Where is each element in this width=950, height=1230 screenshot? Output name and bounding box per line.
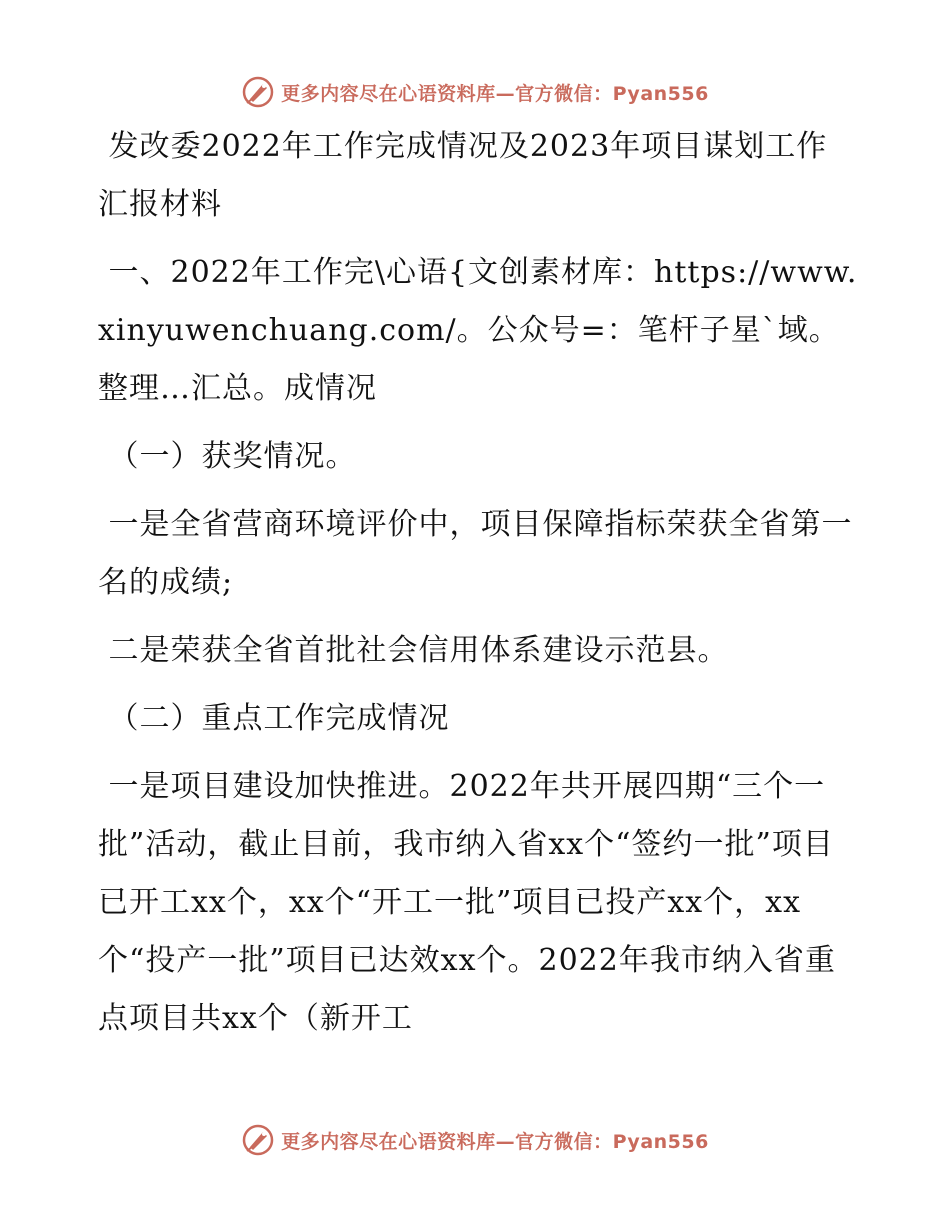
watermark-text: 更多内容尽在心语资料库—官方微信：Pyan556 [281, 1130, 709, 1153]
watermark-text: 更多内容尽在心语资料库—官方微信：Pyan556 [281, 82, 709, 105]
pen-nib-logo-icon [241, 75, 275, 109]
paragraph-section-one: 一、2022年工作完\心语{文创素材库：https://www.xinyuwenchuang.com/。公众号=：笔杆子星`域。整理…汇总。成情况 [98, 255, 858, 406]
heading-key-work: （二）重点工作完成情况 [108, 701, 450, 736]
watermark-footer [0, 1120, 950, 1160]
paragraph-award-one: 一是全省营商环境评价中，项目保障指标荣获全省第一名的成绩; [98, 507, 853, 600]
paragraph-project-construction: 一是项目建设加快推进。2022年共开展四期“三个一批”活动，截止目前，我市纳入省xx个“签约一批”项目已开工xx个，xx个“开工一批”项目已投产xx个，xx个“投产一批”项目已达效xx个。2022年我市纳入省重点项目共xx个（新开工 [98, 769, 836, 1036]
document-body [98, 118, 858, 1058]
paragraph-award-two: 二是荣获全省首批社会信用体系建设示范县。 [108, 633, 729, 668]
heading-awards: （一）获奖情况。 [108, 439, 357, 474]
pen-nib-logo-icon [241, 1123, 275, 1157]
document-title: 发改委2022年工作完成情况及2023年项目谋划工作汇报材料 [98, 129, 828, 222]
watermark-header [0, 72, 950, 112]
